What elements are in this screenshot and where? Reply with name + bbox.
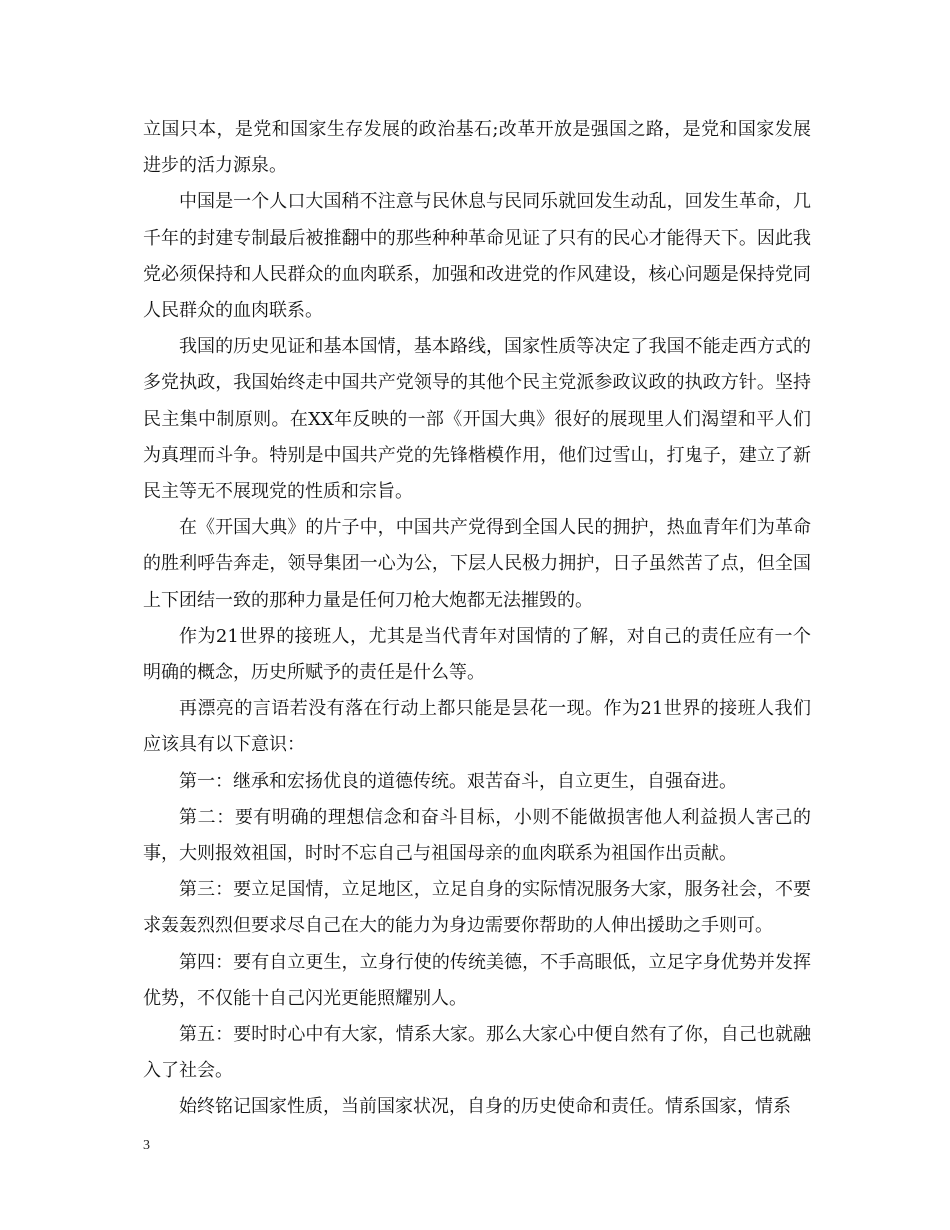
paragraph-12: 始终铭记国家性质，当前国家状况，自身的历史使命和责任。情系国家，情系	[179, 1096, 791, 1118]
paragraph-8: 第二：要有明确的理想信念和奋斗目标，小则不能做损害他人利益损人害己的事，大则报效祖国，时时不忘自己与祖国母亲的血肉联系为祖国作出贡献。	[143, 806, 811, 865]
paragraph-3: 我国的历史见证和基本国情，基本路线，国家性质等决定了我国不能走西方式的多党执政，我国始终走中国共产党领导的其他个民主党派参政议政的执政方针。坚持民主集中制原则。在XX年反映的一部《开国大典》很好的展现里人们渴望和平人们为真理而斗争。特别是中国共产党的先锋楷模作用，他们过雪山，打鬼子，建立了新民主等无不展现党的性质和宗旨。	[143, 336, 811, 503]
paragraph-6: 再漂亮的言语若没有落在行动上都只能是昙花一现。作为21世界的接班人我们应该具有以下意识：	[143, 698, 811, 756]
paragraph-1: 立国只本，是党和国家生存发展的政治基石;改革开放是强国之路，是党和国家发展进步的活力源泉。	[143, 119, 811, 177]
paragraph-5: 作为21世界的接班人，尤其是当代青年对国情的了解，对自己的责任应有一个明确的概念，历史所赋予的责任是什么等。	[143, 625, 811, 684]
paragraph-4: 在《开国大典》的片子中，中国共产党得到全国人民的拥护，热血青年们为革命的胜利呼告奔走，领导集团一心为公，下层人民极力拥护，日子虽然苦了点，但全国上下团结一致的那种力量是任何刀枪大炮都无法摧毁的。	[143, 517, 811, 611]
paragraph-7: 第一：继承和宏扬优良的道德传统。艰苦奋斗，自立更生，自强奋进。	[179, 770, 737, 792]
body-text	[143, 112, 811, 1126]
paragraph-11: 第五：要时时心中有大家，情系大家。那么大家心中便自然有了你，自己也就融入了社会。	[143, 1024, 811, 1082]
paragraph-2: 中国是一个人口大国稍不注意与民休息与民同乐就回发生动乱，回发生革命，几千年的封建专制最后被推翻中的那些种种革命见证了只有的民心才能得天下。因此我党必须保持和人民群众的血肉联系，加强和改进党的作风建设，核心问题是保持党同人民群众的血肉联系。	[143, 191, 811, 322]
paragraph-10: 第四：要有自立更生，立身行使的传统美德，不手高眼低，立足字身优势并发挥优势，不仅能十自己闪光更能照耀别人。	[143, 951, 811, 1009]
paragraph-9: 第三：要立足国情，立足地区，立足自身的实际情况服务大家，服务社会，不要求轰轰烈烈但要求尽自己在大的能力为身边需要你帮助的人伸出援助之手则可。	[143, 879, 811, 937]
page-number: 3	[143, 1138, 150, 1153]
